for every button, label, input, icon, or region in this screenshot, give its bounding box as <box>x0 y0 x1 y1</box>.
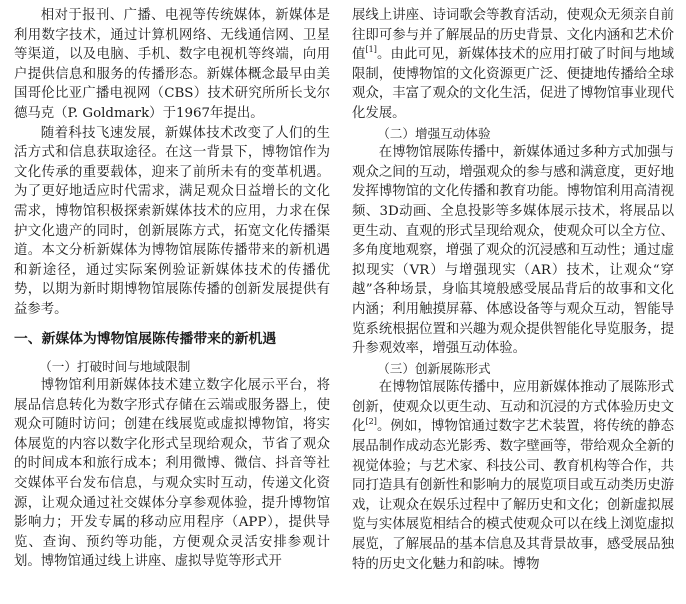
right-column <box>352 6 674 574</box>
body-paragraph-interactive-experience: 在博物馆展陈传播中，新媒体通过多种方式加强与观众之间的互动，增强观众的参与感和满意度，更好地发挥博物馆的文化传播和教育功能。博物馆利用高清视频、3D动画、全息投影等多媒体展示技术，将展品以更生动、直观的形式呈现给观众，使观众可以全方位、多角度地观察，增强了观众的沉浸感和互动性；通过虚拟现实（VR）与增强现实（AR）技术，让观众“穿越”各种场景，身临其境般感受展品背后的故事和文化内涵；利用触摸屏幕、体感设备等与观众互动，智能导览系统根据位置和兴趣为观众提供智能化导览服务，提升参观效率，增强互动体验。 <box>352 145 674 357</box>
text-span: 展线上讲座、诗词歌会等教育活动，使观众无须亲自前往即可参与并了解展品的历史背景、文化内涵和艺术价值 <box>352 8 674 63</box>
sub-heading-break-time-space-limits: （一）打破时间与地域限制 <box>39 358 191 374</box>
body-paragraph-exhibition-innovation <box>352 378 674 574</box>
intro-paragraph-background: 随着科技飞速发展，新媒体技术改变了人们的生活方式和信息获取途径。在这一背景下，博物馆作为文化传承的重要载体，迎来了前所未有的变革机遇。为了更好地适应时代需求，满足观众日益增长的文化需求，博物馆积极探索新媒体技术的应用，力求在保护文化遗产的同时，创新展陈方式，拓宽文化传播渠道。本文分析新媒体为博物馆展陈传播带来的新机遇和新途径，通过实际案例验证新媒体技术的传播优势，以期为新时期博物馆展陈传播的创新发展提供有益参考。 <box>14 125 330 317</box>
section-heading-new-opportunities: 一、新媒体为博物馆展陈传播带来的新机遇 <box>14 330 277 347</box>
sub-heading-enhance-interaction: （二）增强互动体验 <box>377 125 491 141</box>
sub-heading-innovate-exhibition-forms: （三）创新展陈形式 <box>377 360 491 376</box>
text-span: 。例如，博物馆通过数字艺术装置，将传统的静态展品制作成动态光影秀、数字壁画等，带给观众全新的视觉体验；与艺术家、科技公司、教育机构等合作，共同打造具有创新性和影响力的展览项目或互动类历史游戏，让观众在娱乐过程中了解历史和文化；创新虚拟展览与实体展览相结合的模式使观众可以在线上浏览虚拟展览，了解展品的基本信息及其背景故事，感受展品独特的历史文化魅力和韵味。博物 <box>352 419 675 572</box>
text-span: 。由此可见，新媒体技术的应用打破了时间与地域限制，使博物馆的文化资源更广泛、便捷地传播给全球观众，丰富了观众的文化生活，促进了博物馆事业现代化发展。 <box>352 47 675 121</box>
citation-ref-2: [2] <box>365 417 377 427</box>
text-span: 在博物馆展陈传播中，应用新媒体推动了展陈形式创新，使观众以更生动、互动和沉浸的方式体验历史文化 <box>352 380 674 435</box>
intro-paragraph-new-media-definition: 相对于报刊、广播、电视等传统媒体，新媒体是利用数字技术，通过计算机网络、无线通信网、卫星等渠道，以及电脑、手机、数字电视机等终端，向用户提供信息和服务的传播形态。新媒体概念最早由美国哥伦比亚广播电视网（CBS）技术研究所所长戈尔德马克（P. Goldmark）于1967年提出。 <box>14 8 330 121</box>
body-paragraph-digital-platforms: 博物馆利用新媒体技术建立数字化展示平台，将展品信息转化为数字形式存储在云端或服务器上，使观众可随时访问；创建在线展览或虚拟博物馆，将实体展览的内容以数字化形式呈现给观众，节省了观众的时间成本和旅行成本；利用微博、微信、抖音等社交媒体平台发布信息，与观众实时互动，传递文化资源，让观众通过社交媒体分享参观体验，提升博物馆影响力；开发专属的移动应用程序（APP），提供导览、查询、预约等功能，方便观众灵活安排参观计划。博物馆通过线上讲座、虚拟导览等形式开 <box>14 378 330 570</box>
body-paragraph-online-education-continued <box>352 6 674 124</box>
citation-ref-1: [1] <box>365 45 377 55</box>
left-column <box>14 6 330 572</box>
